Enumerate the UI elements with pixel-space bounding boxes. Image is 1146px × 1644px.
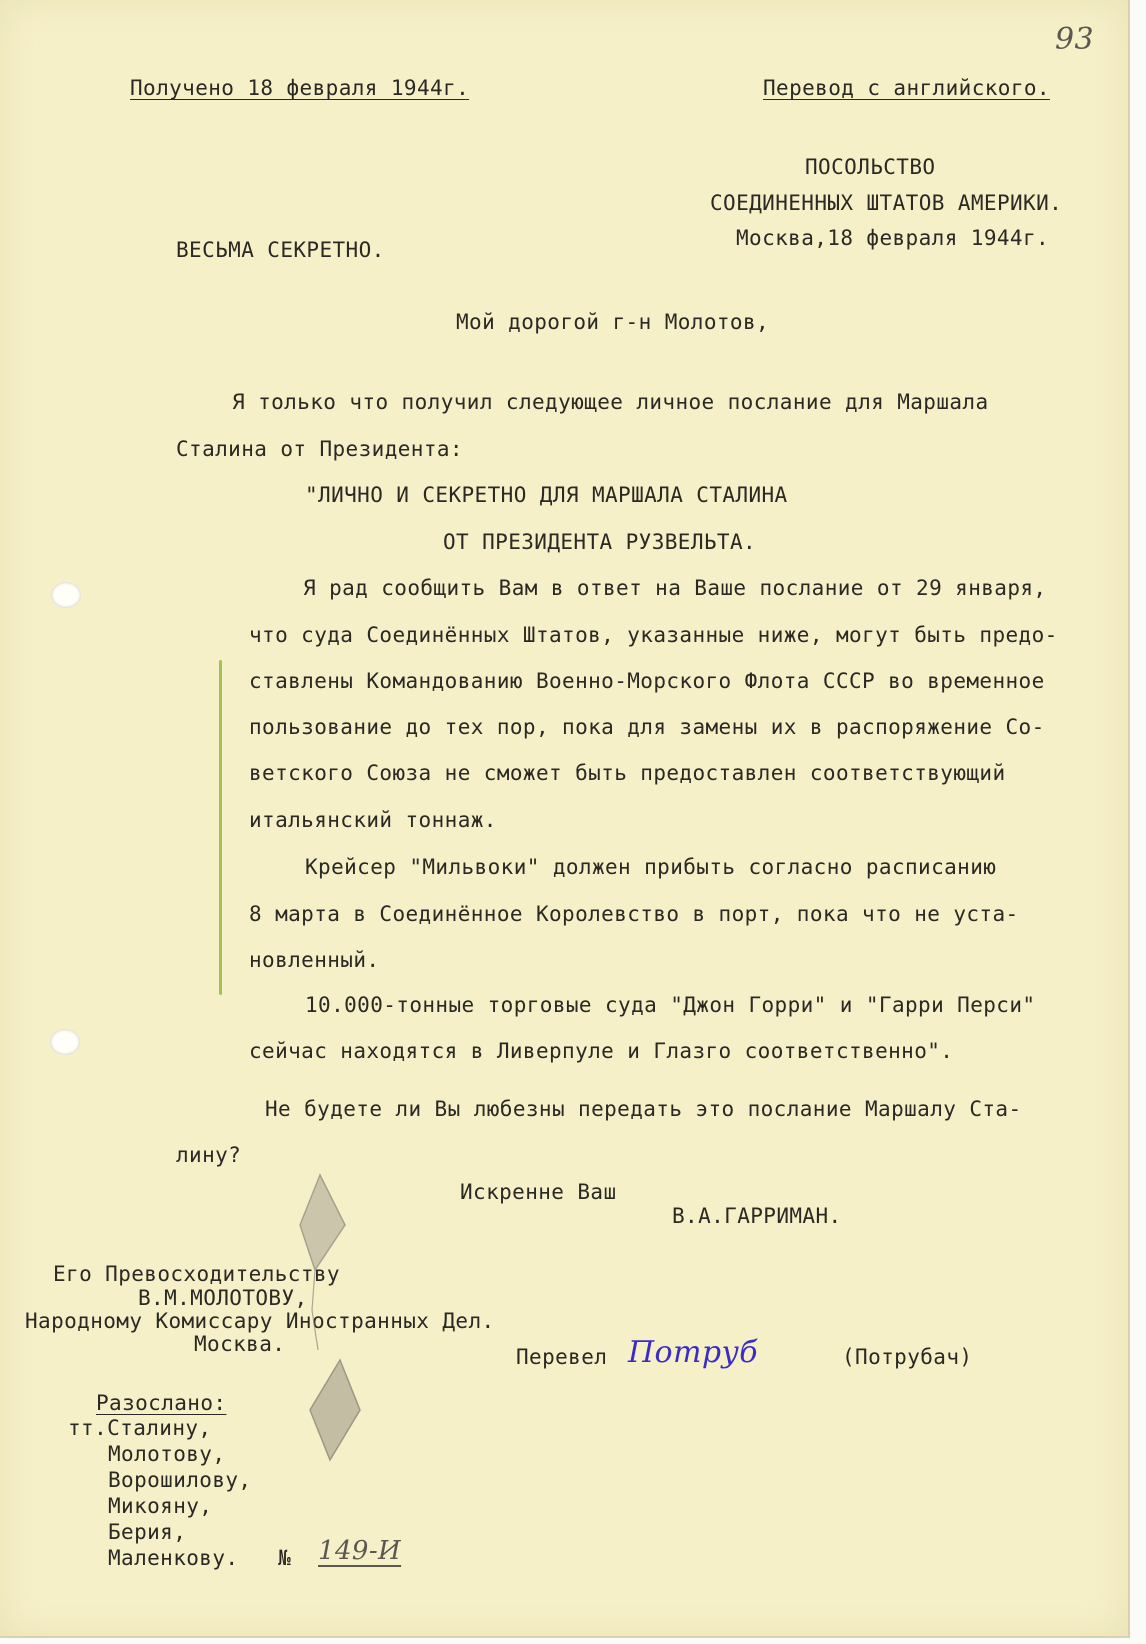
request-line: лину? <box>176 1143 242 1167</box>
message-line: ставлены Командованию Военно-Морского Флота СССР во временное <box>249 669 1045 693</box>
number-label: № <box>278 1546 292 1570</box>
page-number: 93 <box>1055 22 1094 57</box>
addressee-line: Народному Комиссару Иностранных Дел. <box>25 1309 495 1333</box>
embassy-country: СОЕДИНЕННЫХ ШТАТОВ АМЕРИКИ. <box>710 191 1063 215</box>
request-line: Не будете ли Вы любезны передать это послание Маршалу Ста- <box>265 1097 1022 1121</box>
distribution-item: тт.Сталину, <box>68 1416 212 1440</box>
pencil-sketch <box>290 1170 380 1470</box>
punch-hole <box>51 582 81 608</box>
addressee-line: Москва. <box>194 1332 286 1356</box>
message-line: пользование до тех пор, пока для замены их в распоряжение Со- <box>249 715 1045 739</box>
message-line: итальянский тоннаж. <box>249 808 497 832</box>
addressee-line: В.М.МОЛОТОВУ, <box>138 1286 308 1310</box>
margin-mark <box>219 660 222 995</box>
received-date: Получено 18 февраля 1944г. <box>130 76 470 100</box>
message-heading: "ЛИЧНО И СЕКРЕТНО ДЛЯ МАРШАЛА СТАЛИНА <box>305 483 788 507</box>
message-line: Крейсер "Мильвоки" должен прибыть согласно расписанию <box>305 855 997 879</box>
message-heading: ОТ ПРЕЗИДЕНТА РУЗВЕЛЬТА. <box>443 530 757 554</box>
salutation: Мой дорогой г-н Молотов, <box>456 310 770 334</box>
message-line: 10.000-тонные торговые суда "Джон Горри" и "Гарри Перси" <box>305 993 1036 1017</box>
message-line: 8 марта в Соединённое Королевство в порт, пока что не уста- <box>249 902 1019 926</box>
distribution-item: Микояну, <box>108 1494 213 1518</box>
translator-name: (Потрубач) <box>842 1345 973 1369</box>
embassy-place-date: Москва,18 февраля 1944г. <box>736 226 1050 250</box>
intro-line: Я только что получил следующее личное послание для Маршала <box>232 390 989 414</box>
distribution-label: Разослано: <box>96 1391 227 1415</box>
message-line: сейчас находятся в Ливерпуле и Глазго соответственно". <box>249 1039 954 1063</box>
addressee-line: Его Превосходительству <box>53 1262 340 1286</box>
message-line: Я рад сообщить Вам в ответ на Ваше послание от 29 января, <box>303 576 1047 600</box>
translator-label: Перевел <box>516 1345 608 1369</box>
message-line: что суда Соединённых Штатов, указанные ниже, могут быть предо- <box>249 623 1058 647</box>
translation-note: Перевод с английского. <box>763 76 1050 100</box>
translator-signature: Потруб <box>628 1335 758 1370</box>
intro-line: Сталина от Президента: <box>176 437 463 461</box>
message-line: новленный. <box>249 948 380 972</box>
closing: Искренне Ваш <box>460 1180 617 1204</box>
distribution-item: Маленкову. <box>108 1546 239 1570</box>
punch-hole <box>50 1029 80 1055</box>
classification-label: ВЕСЬМА СЕКРЕТНО. <box>176 238 385 262</box>
number-value: 149-И <box>318 1536 402 1566</box>
distribution-item: Ворошилову, <box>108 1468 252 1492</box>
signer-name: В.А.ГАРРИМАН. <box>672 1204 842 1228</box>
embassy-name: ПОСОЛЬСТВО <box>805 155 936 179</box>
distribution-item: Берия, <box>108 1520 187 1544</box>
message-line: ветского Союза не сможет быть предоставлен соответствующий <box>249 761 1006 785</box>
distribution-item: Молотову, <box>108 1442 226 1466</box>
